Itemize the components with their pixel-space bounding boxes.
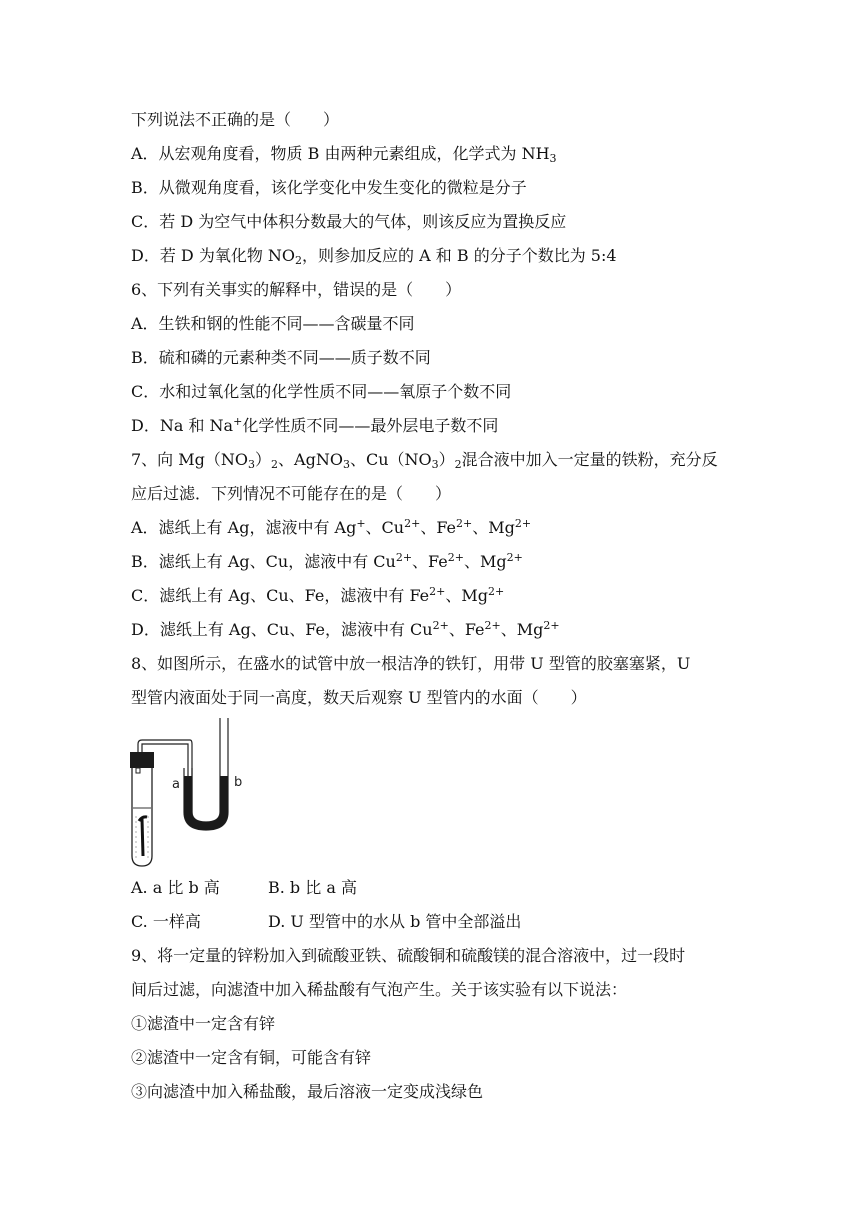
q5-option-d: D．若 D 为氧化物 $NO_2$，则参加反应的 A 和 B 的分子个数比为 5:4 [131, 246, 617, 267]
q8-stem-line1: 8、如图所示，在盛水的试管中放一根洁净的铁钉，用带 U 型管的胶塞塞紧，U [131, 654, 691, 673]
q9-stem-line1: 9、将一定量的锌粉加入到硫酸亚铁、硫酸铜和硫酸镁的混合溶液中，过一段时 [131, 946, 686, 965]
q8-option-a: A. a 比 b 高 [131, 878, 220, 897]
label-a: a [172, 777, 180, 792]
iron-nail [142, 819, 143, 856]
q7-stem-line1: 7、向 $Mg(NO_3)_2$、AgNO$_3$、$Cu(NO_3)_2$混合液中加入一定量的铁粉，充分反 [131, 450, 718, 471]
q7-option-b: B．滤纸上有 Ag、Cu，滤液中有 $Cu^{2+}$、$Fe^{2+}$、$Mg^{2+}$ [131, 551, 523, 571]
q8-option-d: D. U 型管中的水从 b 管中全部溢出 [268, 912, 522, 931]
q5-stem: 下列说法不正确的是（ ） [131, 110, 340, 129]
q9-statement-3: ③向滤渣中加入稀盐酸，最后溶液一定变成浅绿色 [131, 1082, 484, 1101]
u-tube-apparatus-figure [126, 716, 256, 871]
q8-option-b: B. b 比 a 高 [268, 878, 357, 897]
u-tube-inner-wall [192, 718, 220, 822]
q9-statement-2: ②滤渣中一定含有铜，可能含有锌 [131, 1048, 372, 1067]
q7-option-d: D．滤纸上有 Ag、Cu、Fe，滤液中有 $Cu^{2+}$、$Fe^{2+}$、$Mg^{2+}$ [131, 619, 560, 639]
q7-stem-line2: 应后过滤．下列情况不可能存在的是（ ） [131, 484, 452, 503]
q5-option-c: C．若 D 为空气中体积分数最大的气体，则该反应为置换反应 [131, 212, 567, 231]
q6-option-a: A．生铁和钢的性能不同——含碳量不同 [131, 314, 415, 333]
q8-option-c: C. 一样高 [131, 912, 201, 931]
q9-statement-1: ①滤渣中一定含有锌 [131, 1014, 276, 1033]
q6-option-c: C．水和过氧化氢的化学性质不同——氧原子个数不同 [131, 382, 512, 401]
label-b: b [234, 775, 243, 790]
q9-stem-line2: 间后过滤，向滤渣中加入稀盐酸有气泡产生。关于该实验有以下说法： [131, 980, 628, 999]
q6-option-d: D．Na 和 Na+化学性质不同——最外层电子数不同 [131, 415, 499, 435]
q6-stem: 6、下列有关事实的解释中，错误的是（ ） [131, 280, 462, 299]
q5-option-a: A．从宏观角度看，物质 B 由两种元素组成，化学式为 $NH_3$ [131, 144, 557, 165]
rubber-stopper [130, 752, 154, 768]
q6-option-b: B．硫和磷的元素种类不同——质子数不同 [131, 348, 431, 367]
q8-stem-line2: 型管内液面处于同一高度，数天后观察 U 型管内的水面（ ） [131, 688, 587, 707]
q5-option-b: B．从微观角度看，该化学变化中发生变化的微粒是分子 [131, 178, 527, 197]
q7-option-a: A．滤纸上有 Ag，滤液中有 Ag+、$Cu^{2+}$、$Fe^{2+}$、$Mg^{2+}$ [131, 517, 532, 537]
q7-option-c: C．滤纸上有 Ag、Cu、Fe，滤液中有 $Fe^{2+}$、$Mg^{2+}$ [131, 585, 505, 605]
u-tube-diagram [126, 716, 256, 871]
